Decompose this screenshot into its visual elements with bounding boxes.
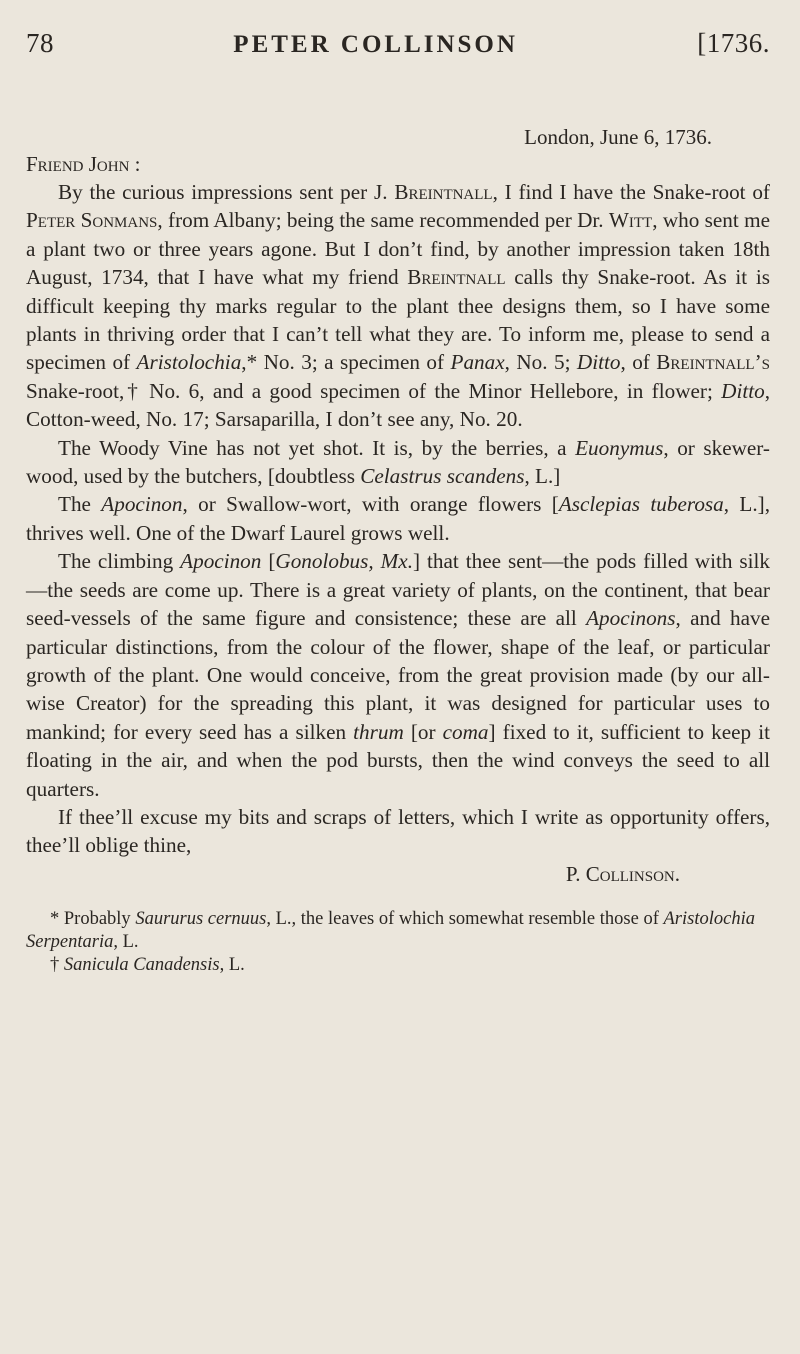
text-run: , L., the leaves of which somewhat resemble those of xyxy=(266,908,664,929)
small-caps-name: Breintnall xyxy=(394,180,493,204)
letter-signature: P. Collinson. xyxy=(565,861,680,886)
text-run: [ xyxy=(261,549,276,574)
text-run: , from Albany; being the same recommended per Dr. xyxy=(157,208,609,233)
italic-text: thrum xyxy=(353,719,404,744)
italic-text: Apocinon xyxy=(101,492,183,517)
text-run: ] that thee sent—the pods filled with silk—the seeds are come up. There is a great variety of plants, on the continent, that bear seed-vessels of the same figure and consistence; these are all xyxy=(26,549,770,631)
text-run: ,* No. 3; a specimen of xyxy=(241,350,451,375)
small-caps-name: Peter Sonmans xyxy=(26,208,158,233)
italic-text: Panax xyxy=(450,350,505,375)
footnotes xyxy=(26,908,770,977)
page-number: 78 xyxy=(26,28,54,58)
text-run: , L. xyxy=(219,954,245,975)
paragraph xyxy=(26,178,770,434)
italic-text: Ditto xyxy=(721,378,765,403)
text-run: , or skewer-wood, used by the butchers, [doubtless xyxy=(26,435,770,489)
text-run: calls thy Snake-root. As it is difficult keeping thy marks regular to the plant thee designs them, so I have some plants in thriving order that I can’t tell what they are. To inform me, please to send a specimen of xyxy=(26,265,770,375)
text-run: † xyxy=(50,954,64,975)
text-run: , and have particular distinctions, from the colour of the flower, shape of the leaf, or particular growth of the plant. One would conceive, from the great provision made (by our all-wise Creator) for the spreading this plant, it was designed for particular uses to mankind; for every seed has a silken xyxy=(26,606,770,744)
running-head xyxy=(26,28,770,68)
running-title: PETER COLLINSON xyxy=(233,31,518,58)
italic-text: Gonolobus, Mx. xyxy=(275,549,413,574)
italic-text: Ditto xyxy=(576,350,621,375)
small-caps-name: Witt xyxy=(608,208,653,233)
letter-dateline: London, June 6, 1736. xyxy=(524,125,712,149)
text-run: , of xyxy=(620,350,657,375)
italic-text: Aristolochia Serpentaria xyxy=(26,908,755,952)
text-run: By the curious impressions sent per J. xyxy=(58,180,395,204)
italic-text: Asclepias tuberosa xyxy=(558,492,724,517)
text-run: * Probably xyxy=(50,908,136,929)
text-run: , L.], thrives well. One of the Dwarf Laurel grows well. xyxy=(26,492,771,545)
text-run: Snake-root,† No. 6, and a good specimen of the Minor Hellebore, in flower; xyxy=(26,378,722,403)
text-run: , Cotton-weed, No. 17; Sarsaparilla, I don’t see any, No. 20. xyxy=(26,378,770,432)
text-run: , I find I have the Snake-root of xyxy=(492,180,770,204)
text-run: , No. 5; xyxy=(504,350,577,375)
text-run: , who sent me a plant two or three years agone. But I don’t find, by another impression taken 18th August, 1734, that I have what my friend xyxy=(26,208,770,290)
text-run: The xyxy=(58,492,102,517)
text-run: [or xyxy=(403,719,443,744)
text-run: The Woody Vine has not yet shot. It is, by the berries, a xyxy=(58,435,576,460)
letter-salutation: Friend John : xyxy=(26,152,141,176)
italic-text: Aristolochia xyxy=(136,350,242,375)
italic-text: Apocinons xyxy=(586,606,676,631)
italic-text: Apocinon xyxy=(180,549,262,574)
italic-text: Sanicula Canadensis xyxy=(63,954,220,975)
letter-body xyxy=(26,178,770,860)
italic-text: Saururus cernuus xyxy=(135,908,267,929)
italic-text: Celastrus scandens xyxy=(360,464,525,489)
text-run: , L.] xyxy=(524,464,561,489)
small-caps-name: Breintnall’s xyxy=(656,350,770,375)
paragraph xyxy=(26,803,770,860)
italic-text: Euonymus xyxy=(575,435,664,460)
paragraph xyxy=(26,490,770,547)
footnote xyxy=(26,954,770,977)
year-marker: [1736. xyxy=(697,28,770,58)
italic-text: coma xyxy=(442,719,489,744)
paragraph xyxy=(26,434,770,491)
small-caps-name: Breintnall xyxy=(407,265,506,290)
footnote xyxy=(26,908,770,954)
paragraph xyxy=(26,547,770,803)
text-run: The climbing xyxy=(58,549,181,574)
text-run: ] fixed to it, sufficient to keep it floating in the air, and when the pod bursts, then the wind conveys the seed to all quarters. xyxy=(26,719,770,801)
text-run: If thee’ll excuse my bits and scraps of letters, which I write as opportunity offers, thee’ll oblige thine, xyxy=(26,804,770,858)
text-run: , L. xyxy=(113,931,139,952)
text-run: , or Swallow-wort, with orange flowers [ xyxy=(182,492,559,517)
